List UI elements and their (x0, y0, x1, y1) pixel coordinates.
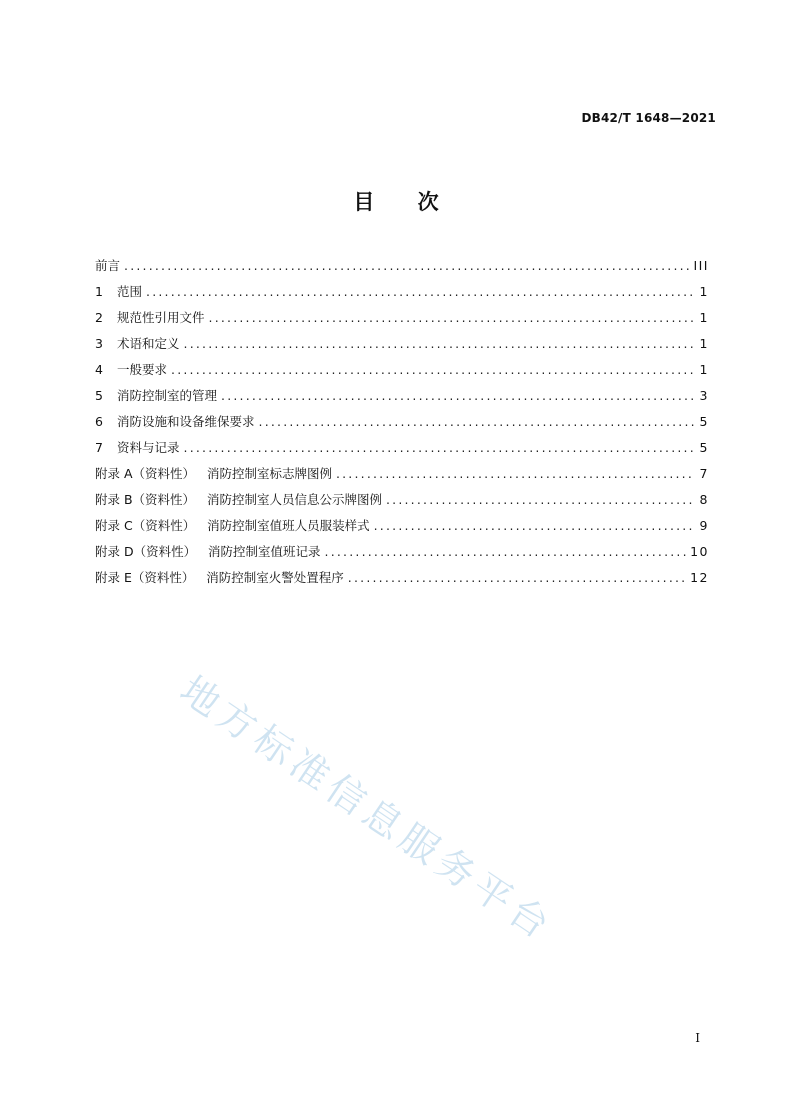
toc-entry-page: III (693, 258, 709, 273)
toc-leader-dots (184, 440, 695, 455)
toc-entry-page: 9 (699, 518, 709, 533)
toc-entry-label: 附录 D（资料性） 消防控制室值班记录 (95, 544, 321, 559)
document-code: DB42/T 1648—2021 (581, 111, 716, 125)
toc-entry-page: 8 (699, 492, 709, 507)
toc-leader-dots (374, 518, 695, 533)
toc-entry-number: 4 (95, 362, 103, 377)
toc-entry-number: 5 (95, 388, 103, 403)
toc-entry-5[interactable] (95, 386, 709, 412)
toc-entry-label: 消防设施和设备维保要求 (117, 414, 255, 429)
toc-entry-page: 1 (699, 336, 709, 351)
toc-leader-dots (124, 258, 689, 273)
toc-entry-3[interactable] (95, 334, 709, 360)
toc-entry-label: 附录 B（资料性） 消防控制室人员信息公示牌图例 (95, 492, 382, 507)
toc-leader-dots (146, 284, 695, 299)
toc-entry-number: 1 (95, 284, 103, 299)
toc-entry-label: 资料与记录 (117, 440, 180, 455)
toc-entry-page: 5 (699, 440, 709, 455)
toc-entry-number: 7 (95, 440, 103, 455)
toc-title: 目 次 (353, 190, 457, 214)
toc-entry-7[interactable] (95, 438, 709, 464)
toc-entry-label: 术语和定义 (117, 336, 180, 351)
toc-entry-label: 附录 A（资料性） 消防控制室标志牌图例 (95, 466, 332, 481)
toc-entry-page: 5 (699, 414, 709, 429)
toc-entry-label: 规范性引用文件 (117, 310, 205, 325)
toc-leader-dots (386, 492, 695, 507)
toc-entry-6[interactable] (95, 412, 709, 438)
toc-leader-dots (184, 336, 695, 351)
toc-leader-dots (336, 466, 695, 481)
toc-entry-page: 3 (699, 388, 709, 403)
toc-entry-appendix-a[interactable] (95, 464, 709, 490)
page-number: I (695, 1031, 700, 1045)
toc-entry-number: 6 (95, 414, 103, 429)
toc-leader-dots (348, 570, 686, 585)
toc-leader-dots (171, 362, 695, 377)
toc-entry-page: 10 (690, 544, 709, 559)
toc-entry-2[interactable] (95, 308, 709, 334)
toc-entry-page: 7 (699, 466, 709, 481)
toc-entry-number: 3 (95, 336, 103, 351)
toc-entry-label: 一般要求 (117, 362, 168, 377)
toc-leader-dots (221, 388, 695, 403)
toc-entry-appendix-c[interactable] (95, 516, 709, 542)
toc-leader-dots (209, 310, 695, 325)
toc-entry-page: 1 (699, 284, 709, 299)
toc-leader-dots (259, 414, 695, 429)
table-of-contents (95, 256, 709, 594)
toc-entry-label: 消防控制室的管理 (117, 388, 218, 403)
toc-entry-number: 2 (95, 310, 103, 325)
toc-entry-appendix-e[interactable] (95, 568, 709, 594)
toc-entry-page: 1 (699, 362, 709, 377)
toc-entry-appendix-d[interactable] (95, 542, 709, 568)
toc-entry-label: 附录 C（资料性） 消防控制室值班人员服装样式 (95, 518, 370, 533)
toc-entry-1[interactable] (95, 282, 709, 308)
toc-entry-foreword[interactable] (95, 256, 709, 282)
toc-entry-appendix-b[interactable] (95, 490, 709, 516)
toc-entry-4[interactable] (95, 360, 709, 386)
toc-entry-label: 范围 (117, 284, 143, 299)
watermark: 地方标准信息服务平台 (172, 667, 562, 950)
toc-entry-label: 附录 E（资料性） 消防控制室火警处置程序 (95, 570, 344, 585)
toc-entry-page: 1 (699, 310, 709, 325)
toc-entry-label: 前言 (95, 258, 121, 273)
toc-entry-page: 12 (690, 570, 709, 585)
toc-leader-dots (325, 544, 687, 559)
